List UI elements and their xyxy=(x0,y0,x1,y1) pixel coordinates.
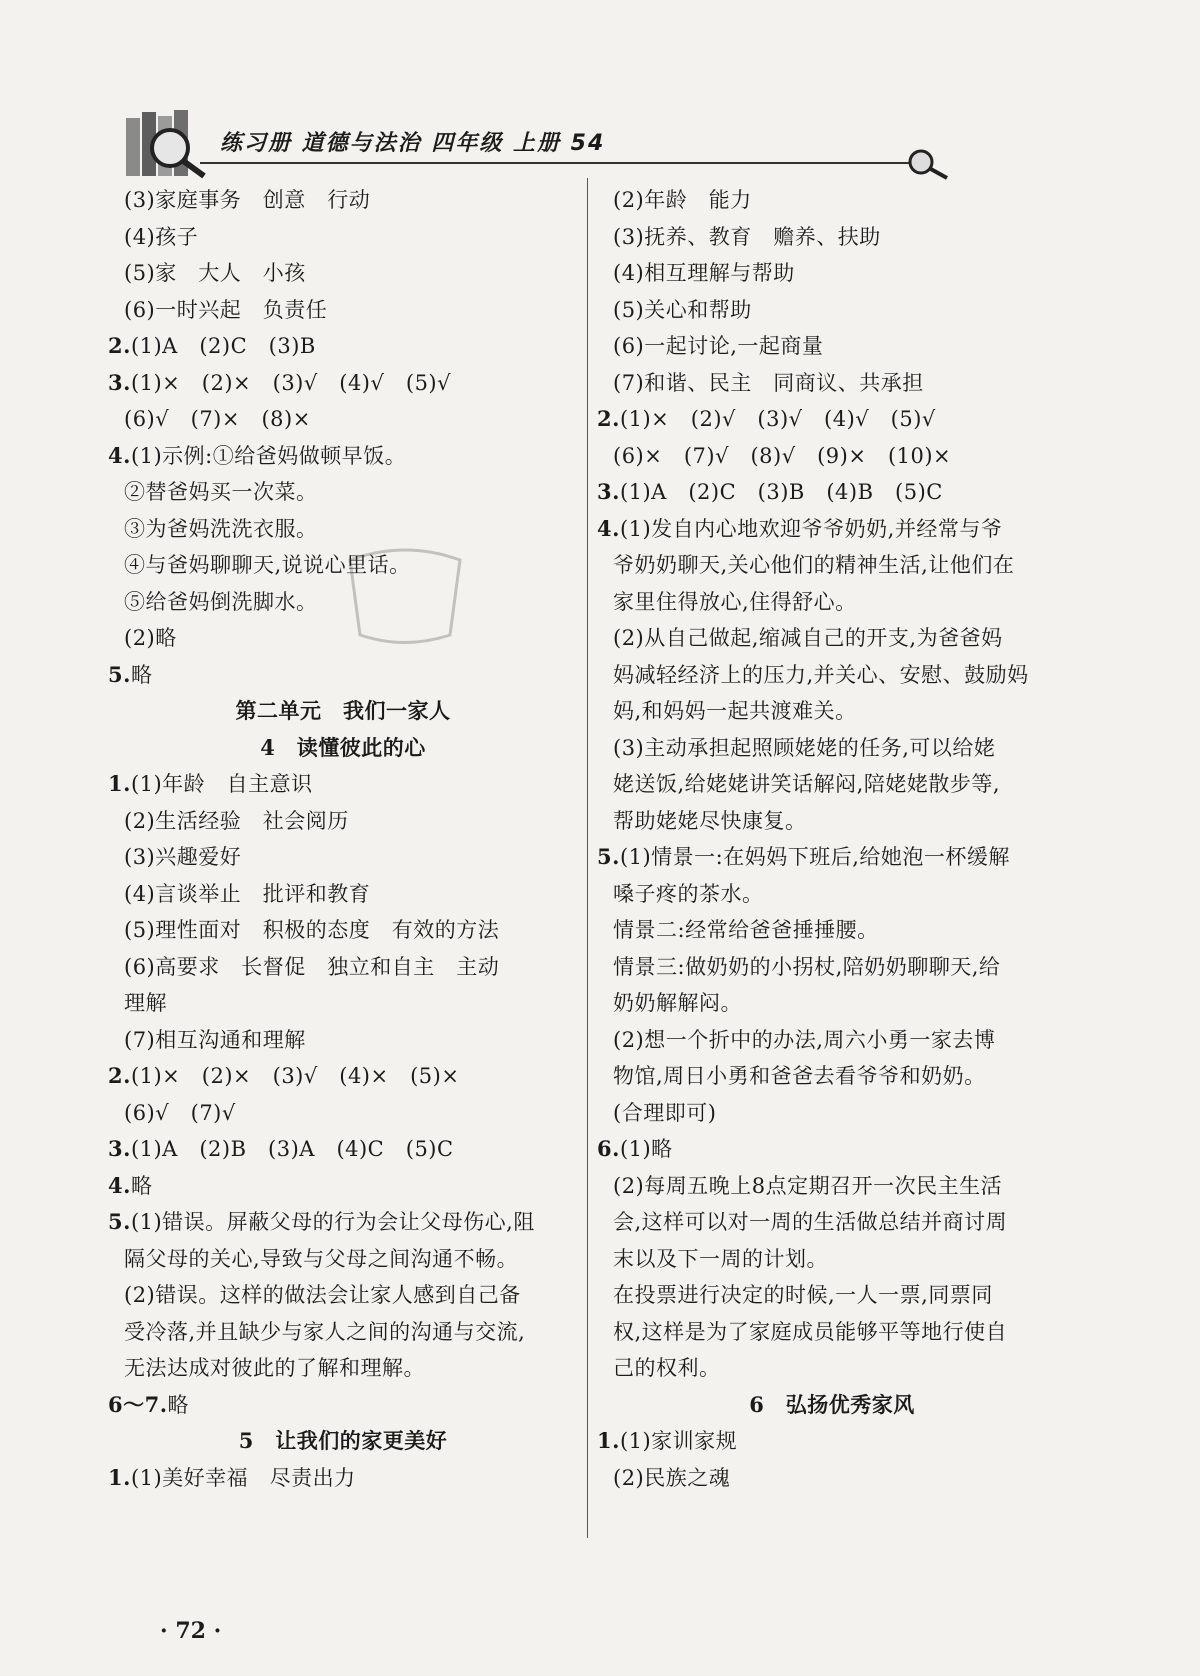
header-rule xyxy=(200,162,910,164)
answer-text: (7)相互沟通和理解 xyxy=(124,1027,306,1052)
answer-line xyxy=(597,365,1067,402)
question-number: 4. xyxy=(108,1172,131,1198)
section-heading: 第二单元 我们一家人 xyxy=(235,698,451,723)
answer-text: (2)从自己做起,缩减自己的开支,为爸爸妈 xyxy=(613,626,1003,650)
answer-text: ④与爸妈聊聊天,说说心里话。 xyxy=(124,553,411,577)
left-column xyxy=(108,182,578,1496)
answer-text: (5)理性面对 积极的态度 有效的方法 xyxy=(124,918,500,942)
answer-line xyxy=(597,1241,1067,1278)
answer-line xyxy=(108,912,578,949)
answer-line xyxy=(597,474,1067,511)
answer-line xyxy=(597,1168,1067,1205)
answer-line xyxy=(597,657,1067,694)
question-number: 5. xyxy=(108,661,131,687)
answer-line xyxy=(108,365,578,402)
answer-line xyxy=(597,292,1067,329)
magnifier-icon xyxy=(905,146,949,180)
answer-line xyxy=(597,985,1067,1022)
answer-line xyxy=(108,292,578,329)
section-heading: 5 让我们的家更美好 xyxy=(238,1428,448,1453)
page-number: · 72 · xyxy=(160,1618,222,1644)
answer-line xyxy=(108,1460,578,1497)
answer-line xyxy=(108,1204,578,1241)
answer-text: 会,这样可以对一周的生活做总结并商讨周 xyxy=(613,1210,1008,1234)
right-column xyxy=(597,182,1067,1496)
answer-text: 权,这样是为了家庭成员能够平等地行使自 xyxy=(613,1319,1008,1344)
answer-line xyxy=(108,328,578,365)
answer-line xyxy=(597,1277,1067,1314)
answer-line xyxy=(108,1314,578,1351)
answer-line xyxy=(597,182,1067,219)
answer-line xyxy=(597,803,1067,840)
answer-line xyxy=(108,985,578,1022)
answer-line xyxy=(597,1204,1067,1241)
answer-text: 理解 xyxy=(124,991,167,1015)
answer-text: 嗓子疼的茶水。 xyxy=(613,881,764,906)
answer-line xyxy=(597,1131,1067,1168)
answer-text: (6)√ (7)√ xyxy=(124,1100,236,1125)
answer-line xyxy=(108,1095,578,1132)
answer-line xyxy=(108,1277,578,1314)
answer-line xyxy=(108,803,578,840)
answer-line xyxy=(597,1350,1067,1387)
answer-text: (6)高要求 长督促 独立和自主 主动 xyxy=(124,954,500,979)
header-title: 练习册 道德与法治 四年级 上册 54 xyxy=(220,131,606,156)
answer-line xyxy=(597,401,1067,438)
question-number: 1. xyxy=(108,771,131,796)
question-number: 2. xyxy=(108,333,131,358)
answer-text: 略 xyxy=(130,1173,153,1198)
answer-text: ②替爸妈买一次菜。 xyxy=(124,480,318,504)
answer-text: 爷奶奶聊天,关心他们的精神生活,让他们在 xyxy=(613,553,1015,577)
answer-line xyxy=(597,584,1067,621)
answer-line xyxy=(108,438,578,475)
answer-text: (1)× (2)× (3)√ (4)√ (5)√ xyxy=(130,370,452,395)
stamp-watermark xyxy=(340,540,470,650)
answer-line xyxy=(108,1058,578,1095)
answer-text: (4)相互理解与帮助 xyxy=(613,261,795,285)
answer-text: (4)孩子 xyxy=(124,224,199,249)
answer-line xyxy=(108,657,578,694)
question-number: 2. xyxy=(108,1063,131,1088)
answer-line xyxy=(597,1022,1067,1059)
answer-line xyxy=(597,876,1067,913)
answer-text: (合理即可) xyxy=(613,1100,717,1125)
answer-text: 奶奶解解闷。 xyxy=(613,991,742,1015)
answer-text: 隔父母的关心,导致与父母之间沟通不畅。 xyxy=(124,1246,519,1271)
answer-text: (1)发自内心地欢迎爷爷奶奶,并经常与爷 xyxy=(619,516,1003,541)
answer-line xyxy=(108,876,578,913)
question-number: 6. xyxy=(597,1136,620,1161)
answer-line xyxy=(597,1314,1067,1351)
answer-line xyxy=(108,766,578,803)
answer-text: (1)略 xyxy=(619,1137,673,1161)
answer-text: 己的权利。 xyxy=(613,1356,721,1380)
answer-text: 末以及下一周的计划。 xyxy=(613,1246,828,1271)
answer-text: 受冷落,并且缺少与家人之间的沟通与交流, xyxy=(124,1319,526,1344)
book-stack-icon xyxy=(120,108,210,180)
answer-text: (6)一起讨论,一起商量 xyxy=(613,334,824,358)
question-number: 3. xyxy=(108,369,131,395)
answer-text: (1)× (2)√ (3)√ (4)√ (5)√ xyxy=(619,407,936,431)
answer-text: (1)错误。屏蔽父母的行为会让父母伤心,阻 xyxy=(130,1210,535,1234)
answer-line xyxy=(108,255,578,292)
answer-text: (1)情景一:在妈妈下班后,给她泡一杯缓解 xyxy=(619,845,1010,869)
answer-line xyxy=(597,1423,1067,1460)
answer-text: (5)关心和帮助 xyxy=(613,297,752,322)
answer-line xyxy=(108,182,578,219)
answer-text: (7)和谐、民主 同商议、共承担 xyxy=(613,370,924,395)
answer-text: (6)× (7)√ (8)√ (9)× (10)× xyxy=(613,443,952,468)
page-header xyxy=(110,108,940,188)
answer-line xyxy=(108,1350,578,1387)
answer-text: (2)年龄 能力 xyxy=(613,188,752,212)
answer-text: (2)略 xyxy=(124,626,177,650)
answer-text: (3)主动承担起照顾姥姥的任务,可以给姥 xyxy=(613,735,996,760)
answer-text: 略 xyxy=(130,662,153,687)
answer-line xyxy=(108,401,578,438)
section-heading: 6 弘扬优秀家风 xyxy=(749,1391,915,1417)
answer-line xyxy=(108,1387,578,1424)
answer-line xyxy=(597,620,1067,657)
answer-text: (1)× (2)× (3)√ (4)× (5)× xyxy=(130,1064,460,1088)
answer-line xyxy=(597,1095,1067,1132)
answer-text: (2)错误。这样的做法会让家人感到自己备 xyxy=(124,1283,521,1307)
question-number: 3. xyxy=(597,479,620,504)
answer-text: 情景三:做奶奶的小拐杖,陪奶奶聊聊天,给 xyxy=(613,954,1001,979)
answer-text: (1)A (2)C (3)B xyxy=(130,334,316,358)
section-heading: 4 读懂彼此的心 xyxy=(260,734,426,760)
question-number: 4. xyxy=(597,515,620,541)
answer-text: (1)年龄 自主意识 xyxy=(130,772,313,796)
answer-line xyxy=(108,219,578,256)
question-number: 1. xyxy=(108,1464,131,1490)
question-number: 5. xyxy=(597,844,620,869)
answer-text: 妈,和妈妈一起共渡难关。 xyxy=(613,699,857,723)
answer-text: (3)抚养、教育 赡养、扶助 xyxy=(613,224,881,249)
answer-text: (6)√ (7)× (8)× xyxy=(124,407,311,431)
answer-text: 物馆,周日小勇和爸爸去看爷爷和奶奶。 xyxy=(613,1064,986,1088)
answer-text: (6)一时兴起 负责任 xyxy=(124,297,328,322)
answer-line xyxy=(108,1022,578,1059)
answer-text: ③为爸妈洗洗衣服。 xyxy=(124,516,318,541)
answer-line xyxy=(108,1241,578,1278)
answer-text: 情景二:经常给爸爸捶捶腰。 xyxy=(613,918,879,942)
answer-line xyxy=(597,547,1067,584)
answer-line xyxy=(597,1460,1067,1497)
answer-line xyxy=(597,1058,1067,1095)
answer-text: 家里住得放心,住得舒心。 xyxy=(613,589,857,614)
answer-line xyxy=(597,438,1067,475)
answer-text: (5)家 大人 小孩 xyxy=(124,261,306,285)
answer-text: 在投票进行决定的时候,一人一票,同票同 xyxy=(613,1283,993,1307)
question-number: 1. xyxy=(597,1428,620,1453)
answer-text: 妈减轻经济上的压力,并关心、安慰、鼓励妈 xyxy=(613,662,1029,687)
answer-line xyxy=(108,949,578,986)
answer-text: 帮助姥姥尽快康复。 xyxy=(613,808,807,833)
answer-line xyxy=(597,730,1067,767)
answer-text: (2)民族之魂 xyxy=(613,1465,731,1490)
answer-line xyxy=(597,766,1067,803)
answer-line xyxy=(597,511,1067,548)
answer-text: (1)示例:①给爸妈做顿早饭。 xyxy=(130,443,407,468)
column-divider xyxy=(587,178,588,1538)
answer-text: 无法达成对彼此的了解和理解。 xyxy=(124,1356,425,1380)
answer-line xyxy=(108,1168,578,1205)
answer-text: (2)生活经验 社会阅历 xyxy=(124,808,349,833)
answer-text: (4)言谈举止 批评和教育 xyxy=(124,881,371,906)
answer-text: 略 xyxy=(167,1392,190,1417)
question-number: 4. xyxy=(108,442,131,468)
answer-line xyxy=(597,912,1067,949)
question-number: 6～7. xyxy=(108,1391,168,1417)
answer-line xyxy=(108,839,578,876)
question-number: 3. xyxy=(108,1136,131,1161)
answer-text: (2)每周五晚上8点定期召开一次民主生活 xyxy=(613,1173,1003,1198)
answer-line xyxy=(597,219,1067,256)
answer-text: 姥送饭,给姥姥讲笑话解闷,陪姥姥散步等, xyxy=(613,772,1001,796)
answer-text: (1)A (2)C (3)B (4)B (5)C xyxy=(619,480,943,504)
answer-line xyxy=(108,474,578,511)
answer-line xyxy=(597,949,1067,986)
answer-text: (1)A (2)B (3)A (4)C (5)C xyxy=(130,1137,454,1161)
answer-text: ⑤给爸妈倒洗脚水。 xyxy=(124,589,318,614)
answer-text: (3)家庭事务 创意 行动 xyxy=(124,188,371,212)
answer-line xyxy=(597,839,1067,876)
question-number: 5. xyxy=(108,1209,131,1234)
answer-line xyxy=(597,693,1067,730)
question-number: 2. xyxy=(597,406,620,431)
answer-line xyxy=(597,328,1067,365)
answer-line xyxy=(108,1131,578,1168)
answer-line xyxy=(597,255,1067,292)
answer-text: (1)美好幸福 尽责出力 xyxy=(130,1465,356,1490)
answer-text: (3)兴趣爱好 xyxy=(124,845,242,869)
answer-text: (2)想一个折中的办法,周六小勇一家去博 xyxy=(613,1027,996,1052)
answer-text: (1)家训家规 xyxy=(619,1429,738,1453)
